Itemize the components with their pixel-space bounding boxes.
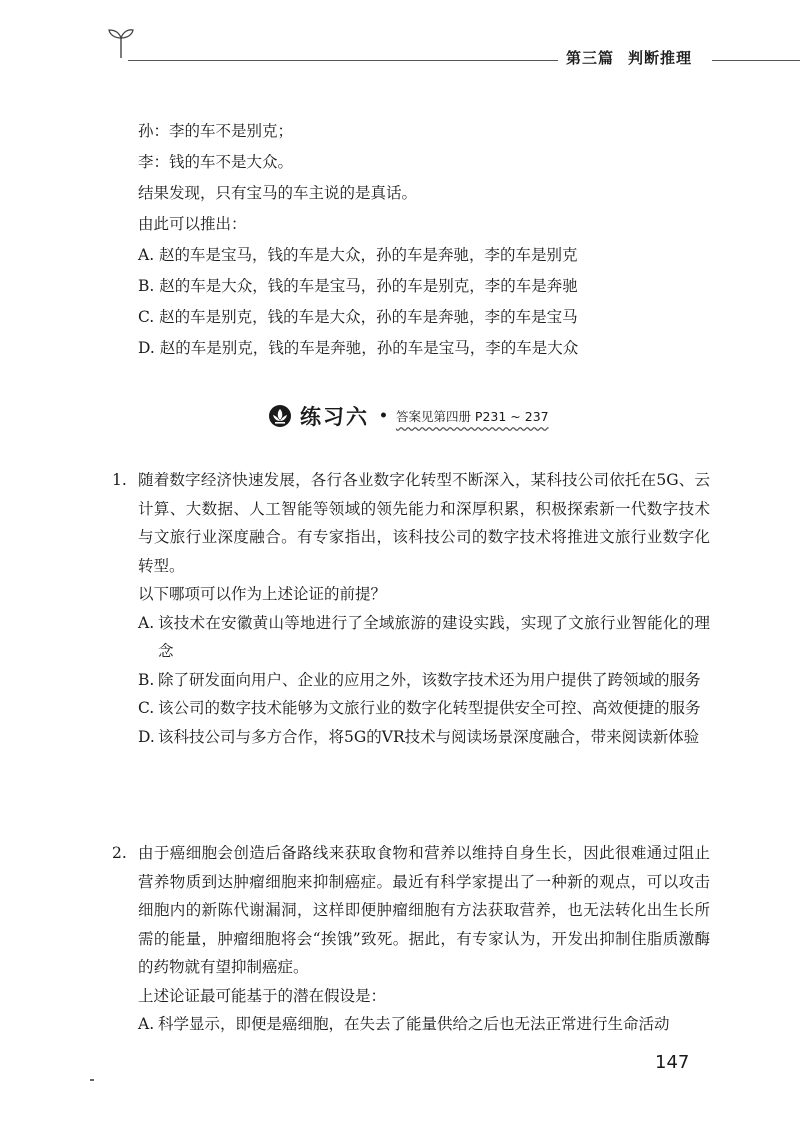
option-text: 该公司的数字技术能够为文旅行业的数字化转型提供安全可控、高效便捷的服务 [158,699,701,717]
option-label: D. [138,727,155,746]
question-number: 1. [112,471,127,489]
option-label: A. [138,1015,155,1033]
statement-line: 李：钱的车不是大众。 [138,153,294,171]
question-1 [112,466,712,751]
question-prompt: 以下哪项可以作为上述论证的前提？ [138,585,387,603]
option-a: A. 赵的车是宝马，钱的车是大众，孙的车是奔驰，李的车是别克 [138,246,578,264]
option-label: B. [138,670,155,689]
option-text: 科学显示，即便是癌细胞，在失去了能量供给之后也无法正常进行生命活动 [158,1015,670,1033]
question-2 [112,839,712,1039]
option-text: 除了研发面向用户、企业的应用之外，该数字技术还为用户提供了跨领域的服务 [158,670,701,689]
section-bullet: • [379,408,388,424]
question-number: 2. [112,844,127,862]
section-title: 练习六 [300,405,369,429]
option-c [138,694,712,723]
statement-line: 孙：李的车不是别克； [138,122,294,140]
answer-reference: 答案见第四册 P231 ~ 237 [395,409,549,424]
option-a [138,609,712,666]
statement-line: 结果发现，只有宝马的车主说的是真话。 [138,184,418,202]
question-stem: 随着数字经济快速发展，各行各业数字化转型不断深入，某科技公司依托在5G、云计算、大数据、人工智能等领域的领先能力和深厚积累，积极探索新一代数字技术与文旅行业深度融合。有专家指出，该科技公司的数字技术将推进文旅行业数字化转型。 [138,471,710,575]
page-number: 147 [655,1052,690,1073]
option-c: C. 赵的车是别克，钱的车是大众，孙的车是奔驰，李的车是宝马 [138,308,578,326]
sprout-icon [108,26,134,60]
option-label: A. [138,613,155,632]
page-header [0,0,800,70]
option-label: C. [138,699,155,717]
header-subject: 判断推理 [628,49,693,67]
section-heading [268,398,549,434]
question-prompt: 上述论证最可能基于的潜在假设是： [138,986,387,1005]
question-stem: 由于癌细胞会创造后备路线来获取食物和营养以维持自身生长，因此很难通过阻止营养物质到达肿瘤细胞来抑制癌症。最近有科学家提出了一种新的观点，可以攻击细胞内的新陈代谢漏洞，这样即便肿瘤细胞有方法获取营养，也无法转化出生长所需的能量，肿瘤细胞将会“挨饿”致死。据此，有专家认为，开发出抑制住脂质激酶的药物就有望抑制癌症。 [138,844,710,976]
header-rule-left [128,60,558,61]
option-d: D. 赵的车是别克，钱的车是奔驰，孙的车是宝马，李的车是大众 [138,339,579,357]
option-text: 该科技公司与多方合作，将5G的VR技术与阅读场景深度融合，带来阅读新体验 [158,727,700,746]
question-prompt: 由此可以推出： [138,215,247,233]
previous-question-continuation [138,116,738,364]
option-a [138,1010,712,1039]
scan-speck [90,1079,94,1081]
option-b: B. 赵的车是大众，钱的车是宝马，孙的车是别克，李的车是奔驰 [138,277,578,295]
header-rule-right [712,60,800,61]
header-part: 第三篇 [566,49,615,67]
option-d [138,723,712,752]
lotus-badge-icon [268,404,292,428]
option-b [138,666,712,695]
header-title [566,47,692,68]
option-text: 该技术在安徽黄山等地进行了全域旅游的建设实践，实现了文旅行业智能化的理念 [158,613,710,660]
